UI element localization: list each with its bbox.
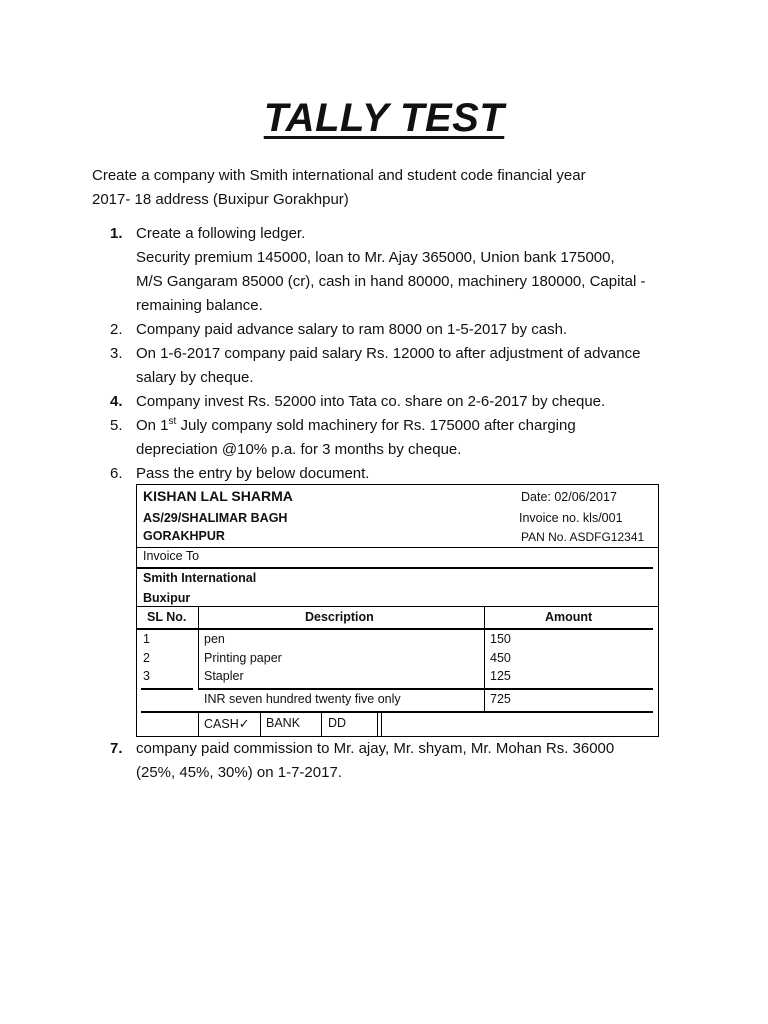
column-divider (198, 606, 199, 688)
column-divider (198, 711, 199, 736)
item-line: company paid commission to Mr. ajay, Mr. shyam, Mr. Mohan Rs. 36000 (136, 740, 615, 757)
payment-bank: BANK (266, 716, 301, 730)
column-divider (321, 713, 322, 736)
row-amount: 125 (490, 669, 511, 683)
column-header-amount: Amount (545, 610, 593, 624)
question-list (92, 222, 682, 486)
list-item (92, 414, 682, 462)
item-number: 3. (110, 345, 123, 362)
list-item (92, 462, 682, 486)
intro-line: 2017- 18 address (Buxipur Gorakhpur) (92, 191, 349, 208)
list-item (92, 737, 682, 785)
divider (137, 547, 658, 548)
buyer-name: Smith International (143, 571, 257, 585)
item-line: (25%, 45%, 30%) on 1-7-2017. (136, 764, 342, 781)
divider (198, 688, 653, 690)
item-line: Company paid advance salary to ram 8000 on 1-5-2017 by cash. (136, 321, 568, 338)
column-divider (381, 713, 382, 736)
item-number: 5. (110, 417, 123, 434)
row-description: pen (204, 632, 225, 646)
invoice-date: Date: 02/06/2017 (521, 490, 617, 504)
payment-dd: DD (328, 716, 347, 730)
divider (137, 628, 653, 630)
row-amount: 150 (490, 632, 511, 646)
item-number: 6. (110, 465, 123, 482)
payment-cash: CASH✓ (204, 716, 250, 731)
divider (141, 711, 653, 713)
total-amount: 725 (490, 692, 511, 706)
list-item (92, 222, 682, 318)
seller-address: AS/29/SHALIMAR BAGH (143, 511, 288, 525)
pan-number: PAN No. ASDFG12341 (521, 530, 645, 544)
divider (137, 567, 653, 569)
list-item (92, 342, 682, 390)
row-sl: 2 (143, 651, 150, 665)
total-in-words: INR seven hundred twenty five only (204, 692, 401, 706)
column-header-description: Description (305, 610, 374, 624)
column-divider (260, 713, 261, 736)
item-line: On 1st July company sold machinery for Rs. 175000 after charging (136, 416, 576, 434)
list-item (92, 390, 682, 414)
item-line: Company invest Rs. 52000 into Tata co. share on 2-6-2017 by cheque. (136, 393, 606, 410)
checkmark-icon: ✓ (238, 716, 250, 731)
item-number: 7. (110, 740, 123, 757)
seller-name: KISHAN LAL SHARMA (143, 488, 293, 504)
seller-city: GORAKHPUR (143, 529, 225, 543)
item-line: Security premium 145000, loan to Mr. Ajay 365000, Union bank 175000, (136, 249, 615, 266)
invoice-to-label: Invoice To (143, 549, 200, 563)
column-header-sl: SL No. (147, 610, 187, 624)
intro-paragraph (92, 164, 652, 212)
item-number: 4. (110, 393, 123, 410)
column-divider (377, 713, 378, 736)
row-sl: 3 (143, 669, 150, 683)
item-number: 1. (110, 225, 123, 242)
item-line: remaining balance. (136, 297, 263, 314)
row-amount: 450 (490, 651, 511, 665)
invoice-box (136, 484, 659, 737)
item-number: 2. (110, 321, 123, 338)
item-line: salary by cheque. (136, 369, 254, 386)
item-line: M/S Gangaram 85000 (cr), cash in hand 80000, machinery 180000, Capital - (136, 273, 646, 290)
column-divider (484, 606, 485, 712)
item-line: On 1-6-2017 company paid salary Rs. 12000 to after adjustment of advance (136, 345, 641, 362)
divider (137, 606, 658, 607)
intro-line: Create a company with Smith international and student code financial year (92, 167, 586, 184)
item-line: Pass the entry by below document. (136, 465, 370, 482)
buyer-address: Buxipur (143, 591, 191, 605)
item-line: Create a following ledger. (136, 225, 306, 242)
row-description: Printing paper (204, 651, 282, 665)
list-item (92, 318, 682, 342)
row-description: Stapler (204, 669, 244, 683)
page-title: TALLY TEST (263, 96, 505, 140)
invoice-number: Invoice no. kls/001 (519, 511, 623, 525)
row-sl: 1 (143, 632, 150, 646)
divider (141, 688, 193, 690)
item-line: depreciation @10% p.a. for 3 months by cheque. (136, 441, 462, 458)
